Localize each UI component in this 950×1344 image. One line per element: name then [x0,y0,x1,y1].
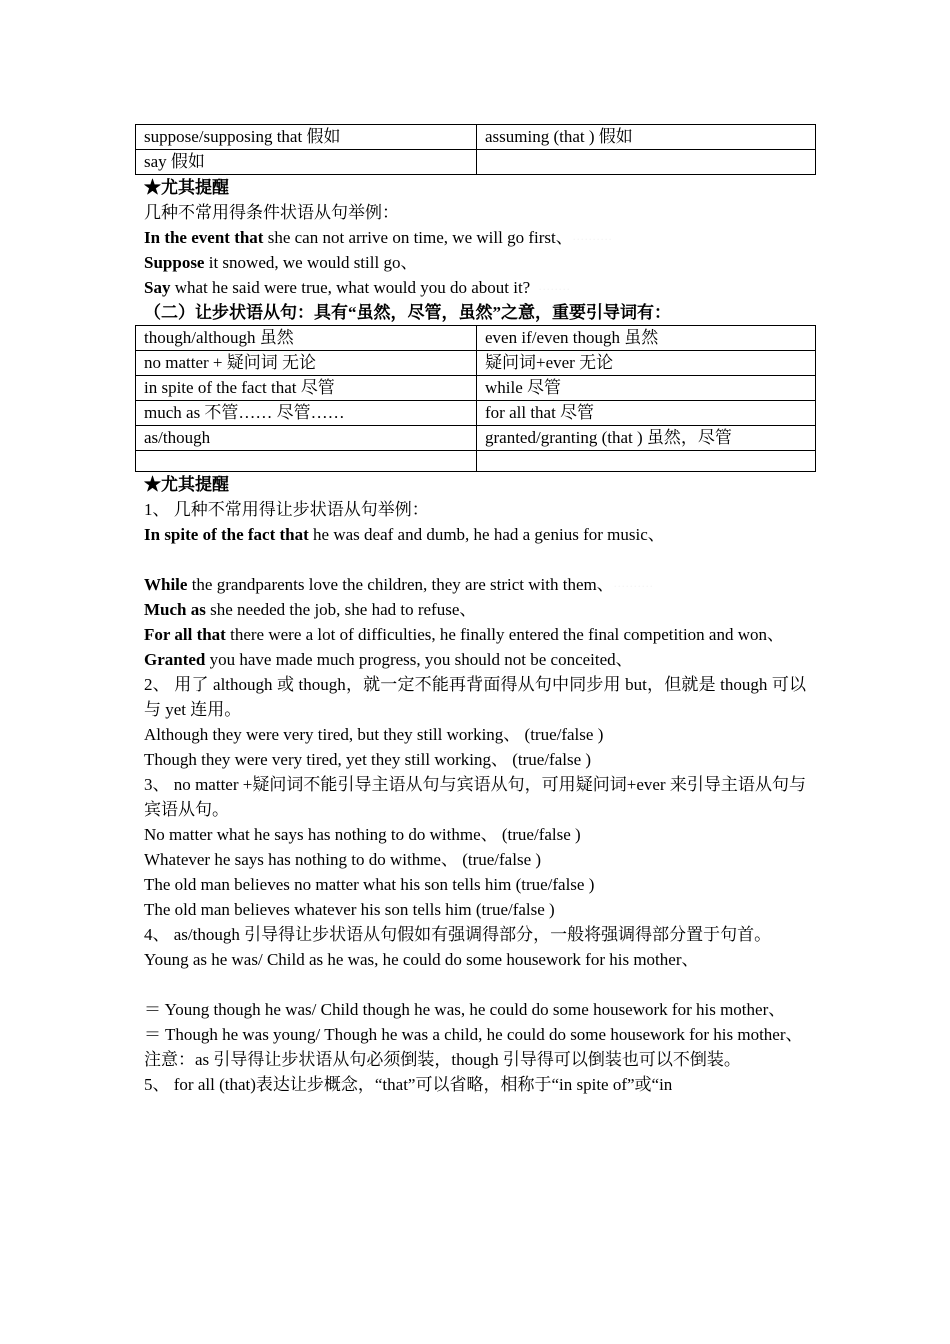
example-sentence [135,275,816,300]
example-sentence [135,647,816,672]
example-sentence [135,225,816,250]
keyword: In spite of the fact that [144,525,309,544]
sentence-text: what he said were true, what would you do about it? [170,278,531,297]
table-row [136,125,816,150]
table-cell [136,451,477,472]
paragraph: 5、 for all (that)表达让步概念，“that”可以省略，相称于“in spite of”或“in [144,1075,673,1094]
example-sentence [135,572,816,597]
watermark-text: ·········· [613,579,654,593]
example-sentence: Whatever he says has nothing to do withme、 (true/false ) [144,850,542,869]
table-cell: for all that 尽管 [477,401,816,426]
example-sentence [135,522,816,547]
document-body [135,124,816,1097]
keyword: Say [144,278,171,297]
sentence-text: she needed the job, she had to refuse、 [205,600,477,619]
keyword: Granted [144,650,206,669]
note-paragraph: 注意：as 引导得让步状语从句必须倒装，though 引导得可以倒装也可以不倒装。 [144,1050,741,1069]
concessive-conjunctions-table [135,325,816,472]
reminder-heading: ★尤其提醒 [144,475,229,494]
watermark-text: ·········· [572,232,613,246]
keyword: While [144,575,188,594]
table-row [136,451,816,472]
example-sentence: No matter what he says has nothing to do withme、 (true/false ) [144,825,581,844]
paragraph: 几种不常用得条件状语从句举例： [144,203,399,222]
table-row [136,326,816,351]
table-row [136,376,816,401]
reminder-heading: ★尤其提醒 [144,178,229,197]
table-cell: no matter + 疑问词 无论 [136,351,477,376]
table-cell: much as 不管…… 尽管…… [136,401,477,426]
sentence-text: he was deaf and dumb, he had a genius for music、 [308,525,665,544]
table-cell: suppose/supposing that 假如 [136,125,477,150]
table-cell: even if/even though 虽然 [477,326,816,351]
sentence-text: you have made much progress, you should not be conceited、 [205,650,633,669]
table-cell: 疑问词+ever 无论 [477,351,816,376]
table-cell [477,150,816,175]
table-row [136,351,816,376]
watermark-text: ········ [538,282,571,296]
example-sentence: Young as he was/ Child as he was, he could do some housework for his mother、 [144,950,699,969]
paragraph: 1、 几种不常用得让步状语从句举例： [144,500,429,519]
paragraph: 4、 as/though 引导得让步状语从句假如有强调得部分，一般将强调得部分置于句首。 [144,925,772,944]
paragraph: 3、 no matter +疑问词不能引导主语从句与宾语从句，可用疑问词+ever 来引导主语从句与宾语从句。 [144,775,806,819]
example-sentence: ＝ Young though he was/ Child though he was, he could do some housework for his mother、 [144,1000,786,1019]
table-cell: in spite of the fact that 尽管 [136,376,477,401]
example-sentence: The old man believes no matter what his son tells him (true/false ) [144,875,595,894]
conditional-conjunctions-table [135,124,816,175]
section-heading: （二）让步状语从句：具有“虽然，尽管，虽然”之意，重要引导词有： [144,303,671,322]
sentence-text: she can not arrive on time, we will go first、 [263,228,565,247]
table-cell: assuming (that ) 假如 [477,125,816,150]
sentence-text: it snowed, we would still go、 [204,253,418,272]
sentence-text: the grandparents love the children, they are strict with them、 [187,575,606,594]
keyword: Suppose [144,253,205,272]
example-sentence: Although they were very tired, but they still working、 (true/false ) [144,725,604,744]
table-row [136,150,816,175]
keyword: Much as [144,600,206,619]
table-cell: say 假如 [136,150,477,175]
example-sentence: The old man believes whatever his son tells him (true/false ) [144,900,555,919]
keyword: In the event that [144,228,264,247]
keyword: For all that [144,625,226,644]
table-cell: though/although 虽然 [136,326,477,351]
sentence-text: there were a lot of difficulties, he finally entered the final competition and won、 [225,625,784,644]
paragraph: 2、 用了 although 或 though，就一定不能再背面得从句中同步用 but，但就是 though 可以与 yet 连用。 [144,675,806,719]
example-sentence: Though they were very tired, yet they still working、 (true/false ) [144,750,592,769]
table-cell: while 尽管 [477,376,816,401]
example-sentence [135,622,816,647]
table-cell: as/though [136,426,477,451]
example-sentence [135,250,816,275]
table-row [136,401,816,426]
table-cell [477,451,816,472]
example-sentence: ＝ Though he was young/ Though he was a child, he could do some housework for his mother、 [144,1025,803,1044]
example-sentence [135,597,816,622]
blank-line [135,972,816,997]
table-row [136,426,816,451]
table-cell: granted/granting (that ) 虽然，尽管 [477,426,816,451]
blank-line [135,547,816,572]
